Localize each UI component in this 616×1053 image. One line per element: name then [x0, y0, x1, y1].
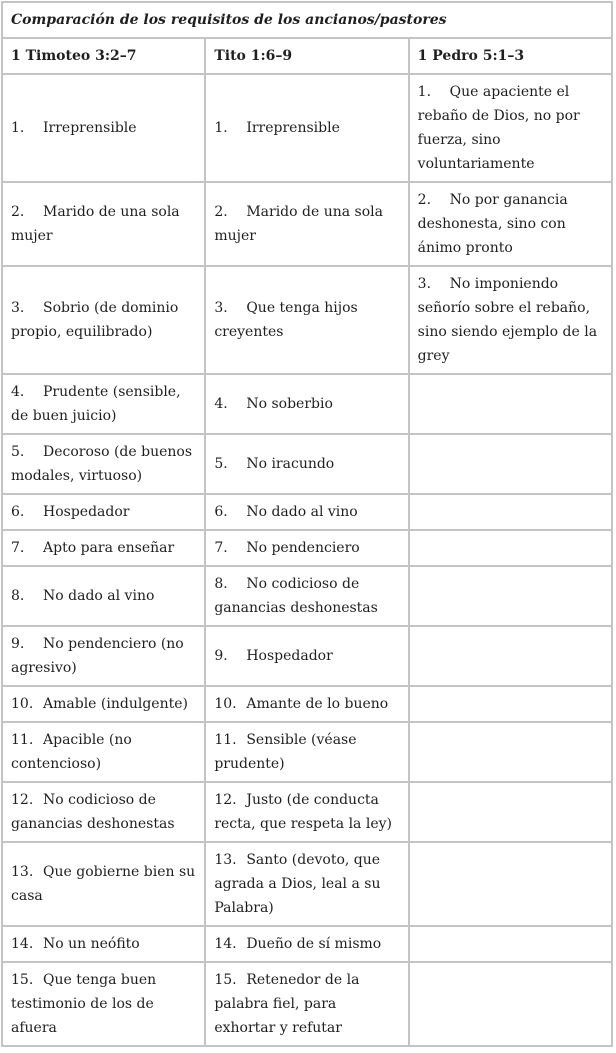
table-cell: [2, 626, 205, 686]
item-text: No imponiendo señorío sobre el rebaño, sino siendo ejemplo de la grey: [417, 276, 598, 364]
table-cell: [205, 434, 408, 494]
table-row: [2, 74, 612, 182]
item-text: Que tenga hijos creyentes: [214, 300, 358, 340]
item-text: No por ganancia deshonesta, sino con ánimo pronto: [417, 192, 568, 256]
item-number: 11.: [11, 732, 34, 748]
item-text: No pendenciero (no agresivo): [11, 636, 184, 676]
item-number: 11.: [214, 732, 237, 748]
column-header-tito: Tito 1:6–9: [205, 38, 408, 74]
item-number: 7.: [11, 540, 25, 556]
item-text: Que gobierne bien su casa: [11, 864, 196, 904]
item-number: 2.: [11, 204, 25, 220]
table-cell: [409, 626, 612, 686]
item-text: Apacible (no contencioso): [11, 732, 132, 772]
table-cell: [409, 494, 612, 530]
header-row: [2, 38, 612, 74]
table-row: [2, 782, 612, 842]
item-text: Marido de una sola mujer: [11, 204, 180, 244]
item-text: No pendenciero: [246, 540, 360, 556]
item-text: Decoroso (de buenos modales, virtuoso): [11, 444, 193, 484]
table-cell: [2, 686, 205, 722]
table-cell: [409, 926, 612, 962]
table-row: [2, 626, 612, 686]
item-text: Que apaciente el rebaño de Dios, no por fuerza, sino voluntariamente: [417, 84, 580, 172]
table-cell: [409, 182, 612, 266]
table-cell: [409, 722, 612, 782]
table-cell: [2, 926, 205, 962]
item-text: Irreprensible: [246, 120, 340, 136]
column-header-timoteo: 1 Timoteo 3:2–7: [2, 38, 205, 74]
item-number: 8.: [11, 588, 25, 604]
table-cell: [205, 530, 408, 566]
item-text: Sensible (véase prudente): [214, 732, 357, 772]
item-number: 6.: [214, 504, 228, 520]
item-number: 1.: [214, 120, 228, 136]
table-cell: [2, 74, 205, 182]
table-cell: [2, 494, 205, 530]
table-cell: [205, 842, 408, 926]
table-row: [2, 842, 612, 926]
table-cell: [2, 374, 205, 434]
item-number: 5.: [214, 456, 228, 472]
table-cell: [409, 782, 612, 842]
table-cell: [205, 566, 408, 626]
item-number: 13.: [214, 852, 237, 868]
item-number: 15.: [214, 972, 237, 988]
item-number: 12.: [11, 792, 34, 808]
item-text: Amante de lo bueno: [246, 696, 389, 712]
table-row: [2, 182, 612, 266]
table-cell: [205, 374, 408, 434]
table-cell: [205, 962, 408, 1046]
item-number: 12.: [214, 792, 237, 808]
table-row: [2, 374, 612, 434]
item-text: No iracundo: [246, 456, 335, 472]
table-cell: [2, 566, 205, 626]
table-cell: [205, 926, 408, 962]
item-text: No soberbio: [246, 396, 333, 412]
item-text: No dado al vino: [246, 504, 358, 520]
column-header-pedro: 1 Pedro 5:1–3: [409, 38, 612, 74]
item-text: Que tenga buen testimonio de los de afuera: [11, 972, 157, 1036]
item-text: No un neófito: [43, 936, 140, 952]
table-row: [2, 266, 612, 374]
comparison-table: [1, 1, 613, 1047]
table-cell: [205, 74, 408, 182]
table-row: [2, 530, 612, 566]
item-text: No codicioso de ganancias deshonestas: [11, 792, 175, 832]
table-cell: [409, 566, 612, 626]
table-cell: [205, 266, 408, 374]
item-number: 14.: [214, 936, 237, 952]
table-row: [2, 434, 612, 494]
item-text: Retenedor de la palabra fiel, para exhortar y refutar: [214, 972, 360, 1036]
item-number: 14.: [11, 936, 34, 952]
table-cell: [409, 842, 612, 926]
title-row: [2, 2, 612, 38]
item-number: 3.: [417, 276, 432, 292]
item-number: 13.: [11, 864, 34, 880]
item-number: 7.: [214, 540, 228, 556]
table-title: Comparación de los requisitos de los ancianos/pastores: [2, 2, 612, 38]
table-cell: [409, 686, 612, 722]
table-cell: [409, 374, 612, 434]
table-cell: [2, 530, 205, 566]
table-row: [2, 926, 612, 962]
item-number: 5.: [11, 444, 25, 460]
table-cell: [205, 182, 408, 266]
item-number: 9.: [214, 648, 228, 664]
table-cell: [2, 962, 205, 1046]
table-cell: [205, 626, 408, 686]
item-text: Marido de una sola mujer: [214, 204, 383, 244]
item-number: 2.: [214, 204, 228, 220]
item-text: Santo (devoto, que agrada a Dios, leal a su Palabra): [214, 852, 381, 916]
item-number: 3.: [11, 300, 25, 316]
item-text: Apto para enseñar: [43, 540, 175, 556]
table-cell: [205, 722, 408, 782]
item-number: 4.: [11, 384, 25, 400]
item-number: 10.: [214, 696, 237, 712]
table-cell: [205, 686, 408, 722]
table-cell: [205, 782, 408, 842]
table-cell: [409, 434, 612, 494]
item-text: Irreprensible: [43, 120, 137, 136]
table-cell: [2, 182, 205, 266]
table-row: [2, 566, 612, 626]
item-text: Dueño de sí mismo: [246, 936, 382, 952]
item-number: 10.: [11, 696, 34, 712]
item-number: 3.: [214, 300, 228, 316]
item-number: 15.: [11, 972, 34, 988]
table-row: [2, 722, 612, 782]
table-cell: [409, 962, 612, 1046]
item-text: Justo (de conducta recta, que respeta la ley): [214, 792, 392, 832]
table-cell: [2, 782, 205, 842]
item-number: 9.: [11, 636, 25, 652]
table-cell: [2, 842, 205, 926]
item-text: Hospedador: [246, 648, 333, 664]
table-cell: [2, 722, 205, 782]
table-cell: [409, 74, 612, 182]
table-cell: [409, 530, 612, 566]
item-text: Hospedador: [43, 504, 130, 520]
item-number: 6.: [11, 504, 25, 520]
item-text: No dado al vino: [43, 588, 155, 604]
table-row: [2, 494, 612, 530]
item-number: 8.: [214, 576, 228, 592]
item-number: 2.: [417, 192, 432, 208]
item-text: Amable (indulgente): [43, 696, 188, 712]
item-number: 1.: [417, 84, 432, 100]
item-text: No codicioso de ganancias deshonestas: [214, 576, 378, 616]
table-cell: [409, 266, 612, 374]
table-row: [2, 962, 612, 1046]
item-text: Sobrio (de dominio propio, equilibrado): [11, 300, 179, 340]
table-row: [2, 686, 612, 722]
table-cell: [205, 494, 408, 530]
item-number: 1.: [11, 120, 25, 136]
table-cell: [2, 434, 205, 494]
item-text: Prudente (sensible, de buen juicio): [11, 384, 181, 424]
item-number: 4.: [214, 396, 228, 412]
table-cell: [2, 266, 205, 374]
